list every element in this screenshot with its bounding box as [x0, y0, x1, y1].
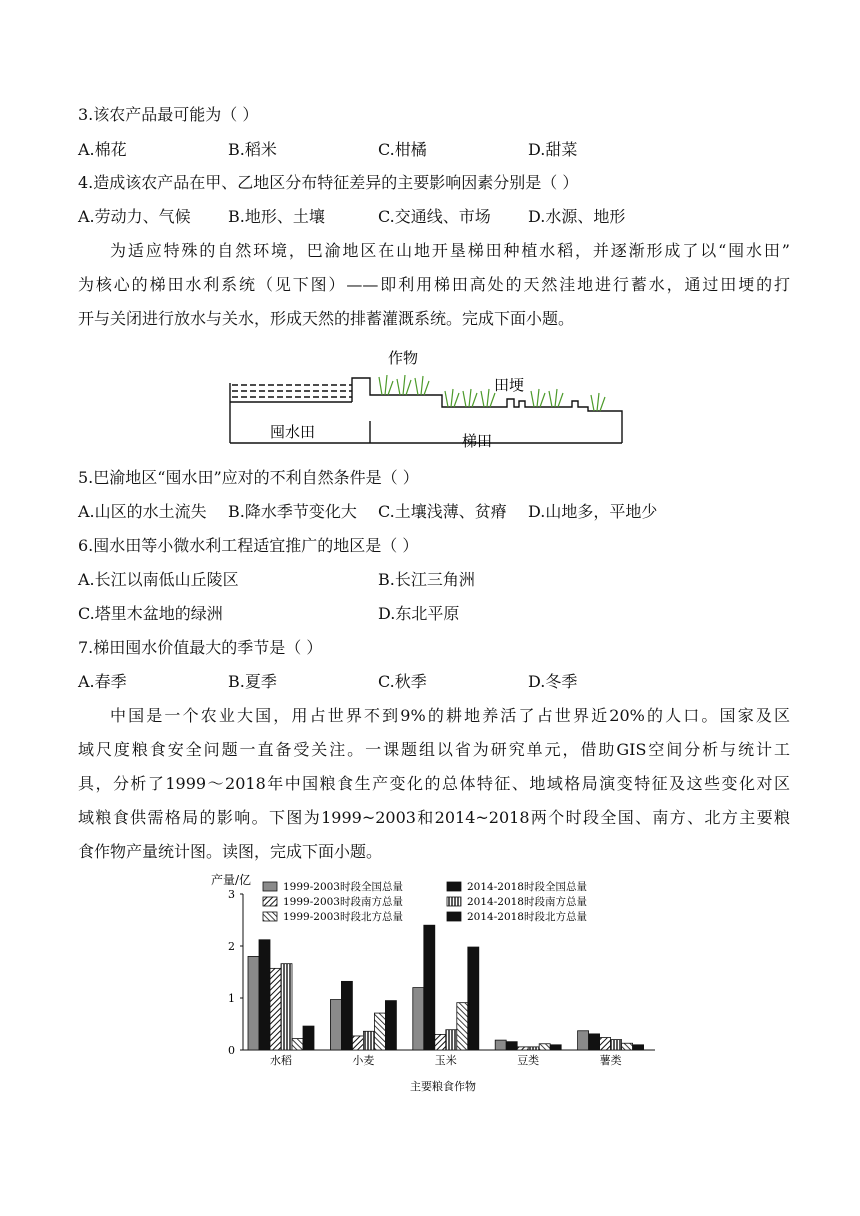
label-pond-field: 囤水田	[270, 423, 316, 441]
label-terrace: 梯田	[462, 432, 493, 450]
q6-option-b: B.长江三角洲	[378, 570, 475, 589]
x-tick-label: 小麦	[352, 1054, 375, 1067]
bar	[495, 1040, 506, 1050]
legend-swatch	[263, 912, 277, 921]
grain-production-bar-chart	[205, 868, 665, 1098]
bar	[385, 1001, 396, 1050]
bar	[633, 1045, 644, 1050]
q3-option-c: C.柑橘	[378, 140, 427, 159]
legend-label: 1999-2003时段南方总量	[283, 896, 403, 908]
x-tick-label: 豆类	[517, 1054, 540, 1067]
q5-option-a: A.山区的水土流失	[78, 502, 207, 521]
crop-grass-icon	[379, 375, 605, 411]
q4-option-c: C.交通线、市场	[378, 207, 491, 226]
bar	[578, 1031, 589, 1050]
legend-swatch	[447, 897, 461, 906]
q3-option-a: A.棉花	[78, 140, 127, 159]
passage2-line-5: 食作物产量统计图。读图，完成下面小题。	[78, 842, 383, 861]
legend-swatch	[263, 882, 277, 891]
bar	[468, 947, 479, 1050]
bar	[374, 1013, 385, 1050]
bar	[589, 1034, 600, 1050]
q4-option-b: B.地形、土壤	[228, 207, 325, 226]
q4-option-a: A.劳动力、气候	[78, 207, 191, 226]
y-tick-label: 1	[228, 992, 235, 1005]
y-axis-label: 产量/亿	[211, 873, 252, 887]
bar	[270, 968, 281, 1050]
y-tick-label: 3	[228, 888, 235, 901]
q5-option-d: D.山地多，平地少	[528, 502, 658, 521]
bar	[550, 1045, 561, 1050]
question-6-stem: 6.囤水田等小微水利工程适宜推广的地区是（ ）	[78, 536, 419, 555]
q7-option-a: A.春季	[78, 672, 127, 691]
bar	[517, 1047, 528, 1050]
bar	[352, 1036, 363, 1050]
passage2-line-1: 中国是一个农业大国，用占世界不到9%的耕地养活了占世界近20%的人口。国家及区	[110, 706, 790, 725]
passage1-line-1: 为适应特殊的自然环境，巴渝地区在山地开垦梯田种植水稻，并逐渐形成了以“囤水田”	[110, 241, 790, 260]
passage2-line-3: 具，分析了1999～2018年中国粮食生产变化的总体特征、地域格局演变特征及这些变化对区	[78, 774, 790, 793]
label-ridge: 田埂	[494, 376, 525, 394]
y-tick-label: 2	[228, 940, 235, 953]
x-axis-label: 主要粮食作物	[410, 1080, 476, 1093]
bar	[303, 1026, 314, 1050]
bar	[611, 1040, 622, 1050]
bar	[259, 940, 270, 1050]
legend-swatch	[263, 897, 277, 906]
label-crop: 作物	[388, 349, 419, 367]
bar	[424, 925, 435, 1050]
bar	[413, 988, 424, 1050]
q7-option-d: D.冬季	[528, 672, 578, 691]
bar	[248, 956, 259, 1050]
question-5-stem: 5.巴渝地区“囤水田”应对的不利自然条件是（ ）	[78, 468, 419, 487]
bar	[363, 1031, 374, 1050]
bar	[457, 1003, 468, 1050]
bar	[600, 1038, 611, 1050]
bar	[528, 1047, 539, 1050]
q3-option-b: B.稻米	[228, 140, 277, 159]
q6-option-a: A.长江以南低山丘陵区	[78, 570, 239, 589]
y-tick-label: 0	[228, 1044, 235, 1057]
bar	[539, 1044, 550, 1050]
bar	[281, 964, 292, 1050]
bar	[435, 1034, 446, 1050]
q7-option-b: B.夏季	[228, 672, 277, 691]
q5-option-c: C.土壤浅薄、贫瘠	[378, 502, 507, 521]
q6-option-d: D.东北平原	[378, 604, 460, 623]
bar	[506, 1042, 517, 1050]
bar	[292, 1039, 303, 1050]
bar	[622, 1043, 633, 1050]
bar	[330, 1000, 341, 1050]
question-4-stem: 4.造成该农产品在甲、乙地区分布特征差异的主要影响因素分别是（ ）	[78, 173, 579, 192]
bar	[446, 1030, 457, 1050]
x-tick-label: 水稻	[270, 1054, 292, 1067]
legend-label: 2014-2018时段南方总量	[467, 896, 587, 908]
passage1-line-2: 为核心的梯田水利系统（见下图）——即利用梯田高处的天然洼地进行蓄水，通过田埂的打	[78, 275, 790, 294]
q7-option-c: C.秋季	[378, 672, 427, 691]
passage2-line-2: 域尺度粮食安全问题一直备受关注。一课题组以省为研究单元，借助GIS空间分析与统计工	[78, 740, 790, 759]
passage2-line-4: 域粮食供需格局的影响。下图为1999~2003和2014~2018两个时段全国、南方、北方主要粮	[78, 808, 790, 827]
q5-option-b: B.降水季节变化大	[228, 502, 357, 521]
x-tick-label: 玉米	[434, 1054, 457, 1067]
passage1-line-3: 开与关闭进行放水与关水，形成天然的排蓄灌溉系统。完成下面小题。	[78, 309, 575, 328]
question-7-stem: 7.梯田囤水价值最大的季节是（ ）	[78, 638, 323, 657]
q3-option-d: D.甜菜	[528, 140, 578, 159]
q6-option-c: C.塔里木盆地的绿洲	[78, 604, 223, 623]
question-3-stem: 3.该农产品最可能为（ ）	[78, 105, 259, 124]
terrace-irrigation-diagram	[222, 345, 632, 455]
legend-label: 2014-2018时段北方总量	[467, 911, 587, 923]
legend-label: 1999-2003时段北方总量	[283, 911, 403, 923]
x-tick-label: 薯类	[599, 1054, 622, 1067]
legend-swatch	[447, 912, 461, 921]
legend-label: 2014-2018时段全国总量	[467, 881, 587, 893]
legend-label: 1999-2003时段全国总量	[283, 881, 403, 893]
legend-swatch	[447, 882, 461, 891]
bar	[341, 981, 352, 1050]
q4-option-d: D.水源、地形	[528, 207, 626, 226]
